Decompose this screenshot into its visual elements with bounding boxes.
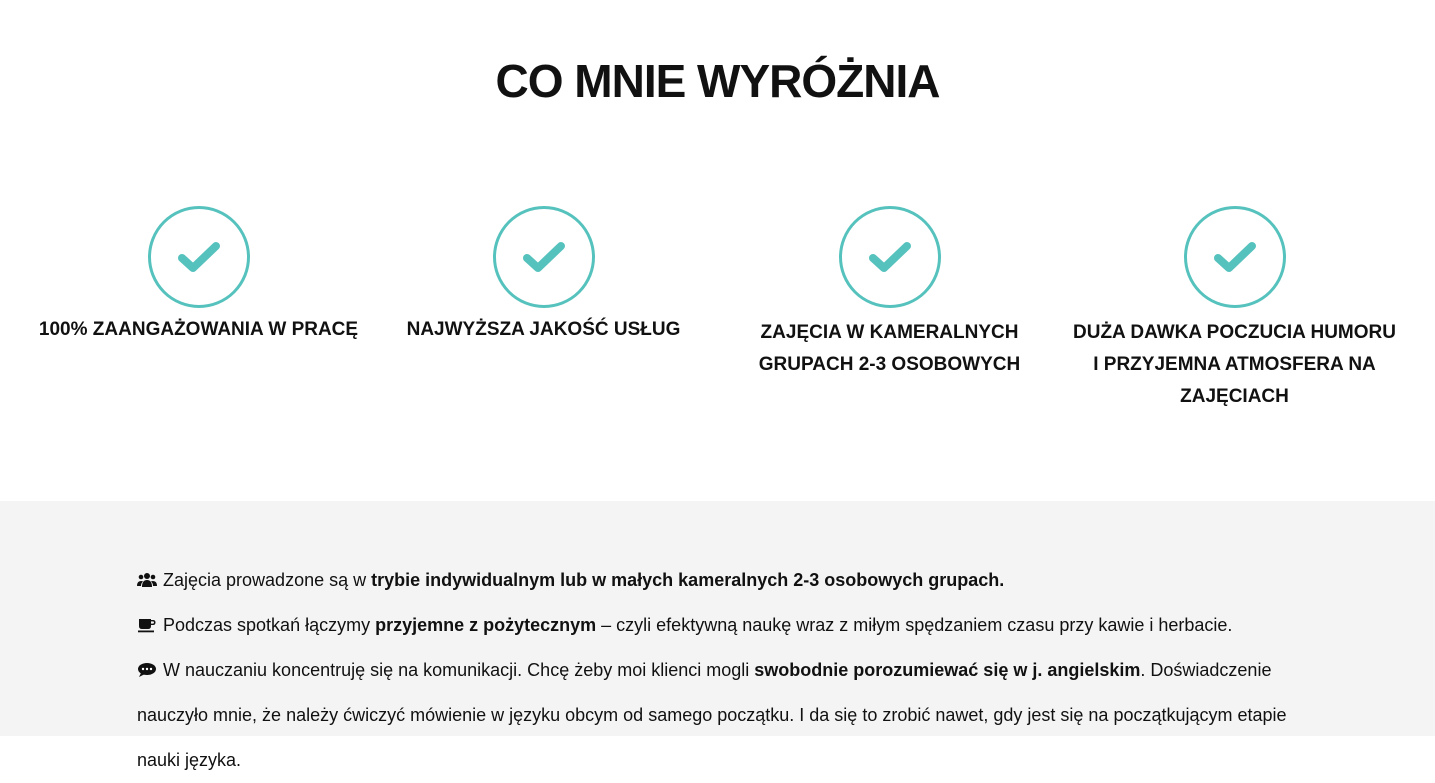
info-text: Zajęcia prowadzone są w xyxy=(163,570,372,590)
check-icon xyxy=(178,240,220,274)
comments-icon xyxy=(137,662,157,678)
info-bold: przyjemne z pożytecznym xyxy=(375,615,597,635)
info-bold: trybie indywidualnym lub w małych kameralnych 2-3 osobowych grupach. xyxy=(371,570,1005,590)
feature-label: ZAJĘCIA W KAMERALNYCH GRUPACH 2-3 OSOBOWYCH xyxy=(758,322,1021,375)
info-paragraph-groups xyxy=(137,558,1307,603)
check-circle xyxy=(839,206,941,308)
check-icon xyxy=(523,240,565,274)
feature-label: 100% ZAANGAŻOWANIA W PRACĘ xyxy=(38,319,359,340)
feature-quality xyxy=(371,206,716,346)
coffee-icon xyxy=(137,617,157,633)
check-circle xyxy=(148,206,250,308)
feature-commitment xyxy=(26,206,371,346)
info-text-after: – czyli efektywną naukę wraz z miłym spędzaniem czasu przy kawie i herbacie. xyxy=(596,615,1233,635)
check-circle xyxy=(493,206,595,308)
check-circle xyxy=(1184,206,1286,308)
feature-label: NAJWYŻSZA JAKOŚĆ USŁUG xyxy=(406,319,681,340)
check-icon xyxy=(1214,240,1256,274)
feature-humor xyxy=(1062,206,1407,413)
section-title: CO MNIE WYRÓŻNIA xyxy=(495,55,940,107)
info-paragraph-coffee xyxy=(137,603,1307,648)
feature-small-groups xyxy=(717,206,1062,381)
info-bold: swobodnie porozumiewać się w j. angielskim xyxy=(754,660,1141,680)
info-paragraph-communication xyxy=(137,648,1307,783)
users-icon xyxy=(137,572,157,588)
info-text-after: . Doświadczenie nauczyło mnie, że należy ćwiczyć mówienie w języku obcym od samego początku. I da się to zrobić nawet, gdy jest się na początkującym etapie nauki języka. xyxy=(137,660,1287,770)
check-icon xyxy=(869,240,911,274)
info-text: Podczas spotkań łączymy xyxy=(163,615,376,635)
info-text: W nauczaniu koncentruję się na komunikacji. Chcę żeby moi klienci mogli xyxy=(163,660,755,680)
feature-label: DUŻA DAWKA POCZUCIA HUMORU I PRZYJEMNA ATMOSFERA NA ZAJĘCIACH xyxy=(1073,322,1396,407)
